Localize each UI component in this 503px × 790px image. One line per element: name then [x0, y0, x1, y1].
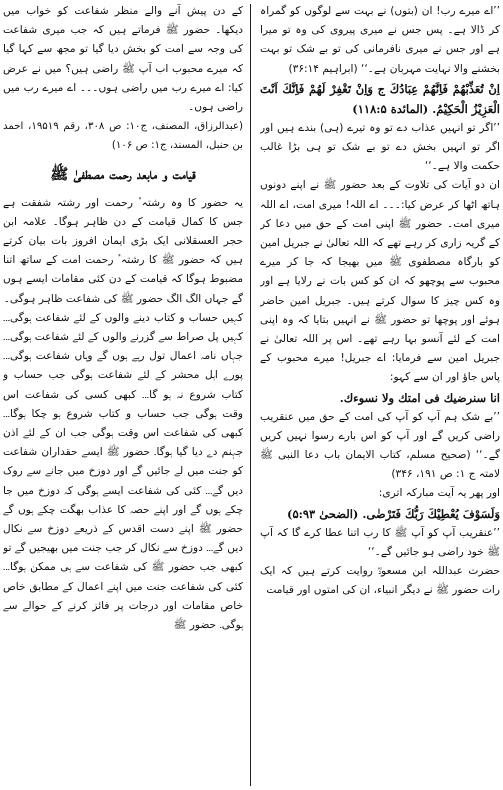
arabic-verse: اِنْ تُعَذِّبْهُمْ فَاِنَّهُمْ عِبَادُكَ ج وَاِنْ تَغْفِرْ لَهُمْ فَاِنَّكَ اَنْتَ الْعَزِيْزُ الْحَكِيْمُ. (المائدة ۱۱۸:۵) — [260, 81, 500, 116]
paragraph: ’’اگر تو انہیں عذاب دے تو وہ تیرے (ہی) بندے ہیں اور اگر تو انہیں بخش دے تو بے شک تو ہی بڑا غالب حکمت والا ہے۔‘‘ — [260, 121, 500, 173]
paragraph: ’’بے شک ہم آپ کو آپ کی امت کے حق میں عنقریب راضی کریں گے اور آپ کو اس بارے رسوا نہیں کریں گے۔‘‘ (صحیح مسلم، کتاب الایمان باب دعا النبی ﷺ لامتہ ج ۱: ص ۱۹۱، ۳۴۶) — [260, 410, 500, 481]
paragraph: ان دو آیات کی تلاوت کے بعد حضور ﷺ نے اپنے دونوں ہاتھ اٹھا کر عرض کیا:۔۔۔ اے اللہ! میری امت، اے اللہ میری امت۔ حضور ﷺ اپنی امت کے حق میں دعا کر کے گریہ زاری کر رہے تھے کہ اللہ تعالیٰ نے جبریل امین کو بارگاہ مصطفوی ﷺ میں بھیجا کہ جا کر میرے محبوب سے پوچھو کہ ان کو کس بات نے رلایا ہے اور وہ کس چیز کا سوال کرتے ہیں۔ جبریل امین حاضر ہوئے اور پوچھا تو حضور ﷺ نے انہیں بتایا کہ وہ اپنی امت کے لئے آنسو بہا رہے تھے۔ اس پر اللہ تعالیٰ نے جبریل امین سے فرمایا: اے جبریل! میرے محبوب کے پاس جاؤ اور ان سے کہو: — [260, 179, 500, 384]
right-column — [260, 2, 500, 788]
paragraph: ’’اے میرے رب! ان (بتوں) نے بہت سے لوگوں کو گمراہ کر ڈالا ہے۔ پس جس نے میری پیروی کی وہ تو میرا ہے اور جس نے میری نافرمانی کی تو بے شک تو بہت بخشنے والا نہایت مہربان ہے۔‘‘ (ابراہیم ۳۶:۱۴) — [260, 5, 500, 75]
arabic-verse: انا سنرضيك فى امتك ولا نسوءك. — [339, 390, 500, 405]
paragraph: حضرت عبداللہ ابن مسعودؓ روایت کرتے ہیں کہ ایک رات حضور ﷺ نے دیگر انبیاء، ان کی امتوں اور قیامت — [260, 565, 500, 597]
paragraph: یہ حضور کا وہ رشتہٴ رحمت اور رشتہ شفقت ہے جس کا کمال قیامت کے دن ظاہر ہوگا۔ علامہ ابن حجر العسقلانی ایک بڑی ایمان افروز بات بیان کرتے ہیں کہ حضور ﷺ کا رشتہٴ رحمت امت کے ساتھ اتنا مضبوط ہوگا کہ قیامت کے دن کئی مقامات ایسے ہوں گے جہاں الگ الگ حضور ﷺ کی شفاعت ظاہر ہوگی۔ — [3, 196, 243, 305]
reference-citation: (عبدالرزاق، المصنف، ج۱۰: ص ۳۰۸، رقم ۱۹۵۱۹، احمد بن حنبل، المسند، ج۱: ص ۱۰۶) — [3, 121, 243, 152]
section-heading: قیامت و مابعد رحمت مصطفیٰ ﷺ — [50, 164, 196, 183]
paragraph: کہیں حساب و کتاب دینے والوں کے لئے شفاعت ہوگی۔۔۔ کہیں پل صراط سے گزرنے والوں کے لئے شفاعت ہوگی۔۔۔ جہاں نامہ اعمال تول رہے ہوں گے وہاں شفاعت ہوگی۔۔۔ پورے اہل محشر کے لئے شفاعت ہوگی جب حساب و کتاب شروع نہ ہو گا۔۔۔ کبھی کسی کی شفاعت اس وقت ہوگی جب حساب و کتاب شروع ہو چکا ہوگا۔۔۔ کبھی کی شفاعت اس وقت ہوگی جب ان کے لئے اذن جہنم دے دیا گیا ہوگا۔ حضور ﷺ ایسے حقداران شفاعت کو جنت میں لے جائیں گے اور دوزخ میں جانے سے روک دیں گے۔۔۔ کئی کی شفاعت ایسے ہوگی کہ دوزخ میں جا چکے ہوں گے اور اپنے حصہ کا عذاب بھگت چکے ہوں گے حضور ﷺ اپنے دست اقدس کے ذریعے دوزخ سے نکال دیں گے۔۔۔ دوزخ سے نکال کر جب جنت میں بھیجیں گے تو کبھی جب حضور ﷺ کی شفاعت سے ہی ممکن ہوگا۔۔۔ کئی کی شفاعت جنت میں اپنے اعمال کے مطابق خاص خاص مقامات اور درجات پر فائز کرنے کے حوالے سے ہوگی۔ حضور ﷺ — [3, 311, 243, 632]
column-divider — [250, 4, 251, 786]
paragraph: ’’عنقریب آپ کو آپ ﷺ کا رب اتنا عطا کرے گا کہ آپ ﷺ خود راضی ہو جائیں گے۔‘‘ — [260, 526, 500, 558]
arabic-verse: وَلَسَوْفَ يُعْطِيْكَ رَبُّكَ فَتَرْضٰى. (الضحیٰ ۵:۹۳) — [286, 506, 500, 521]
left-column — [3, 2, 243, 788]
paragraph: کے دن پیش آنے والے منظر شفاعت کو خواب میں دیکھا۔ حضور ﷺ فرماتے ہیں کہ جب میری شفاعت کی وجہ سے امت کو بخش دیا گیا تو مجھ سے کہا گیا کہ میرے محبوب اب آپ ﷺ راضی ہیں؟ میں نے عرض کیا: اے میرے رب میں راضی ہوں۔۔۔ اے میرے رب میں راضی ہوں۔ — [3, 5, 243, 114]
paragraph: اور پھر یہ آیت مبارکہ اتری: — [378, 487, 500, 500]
